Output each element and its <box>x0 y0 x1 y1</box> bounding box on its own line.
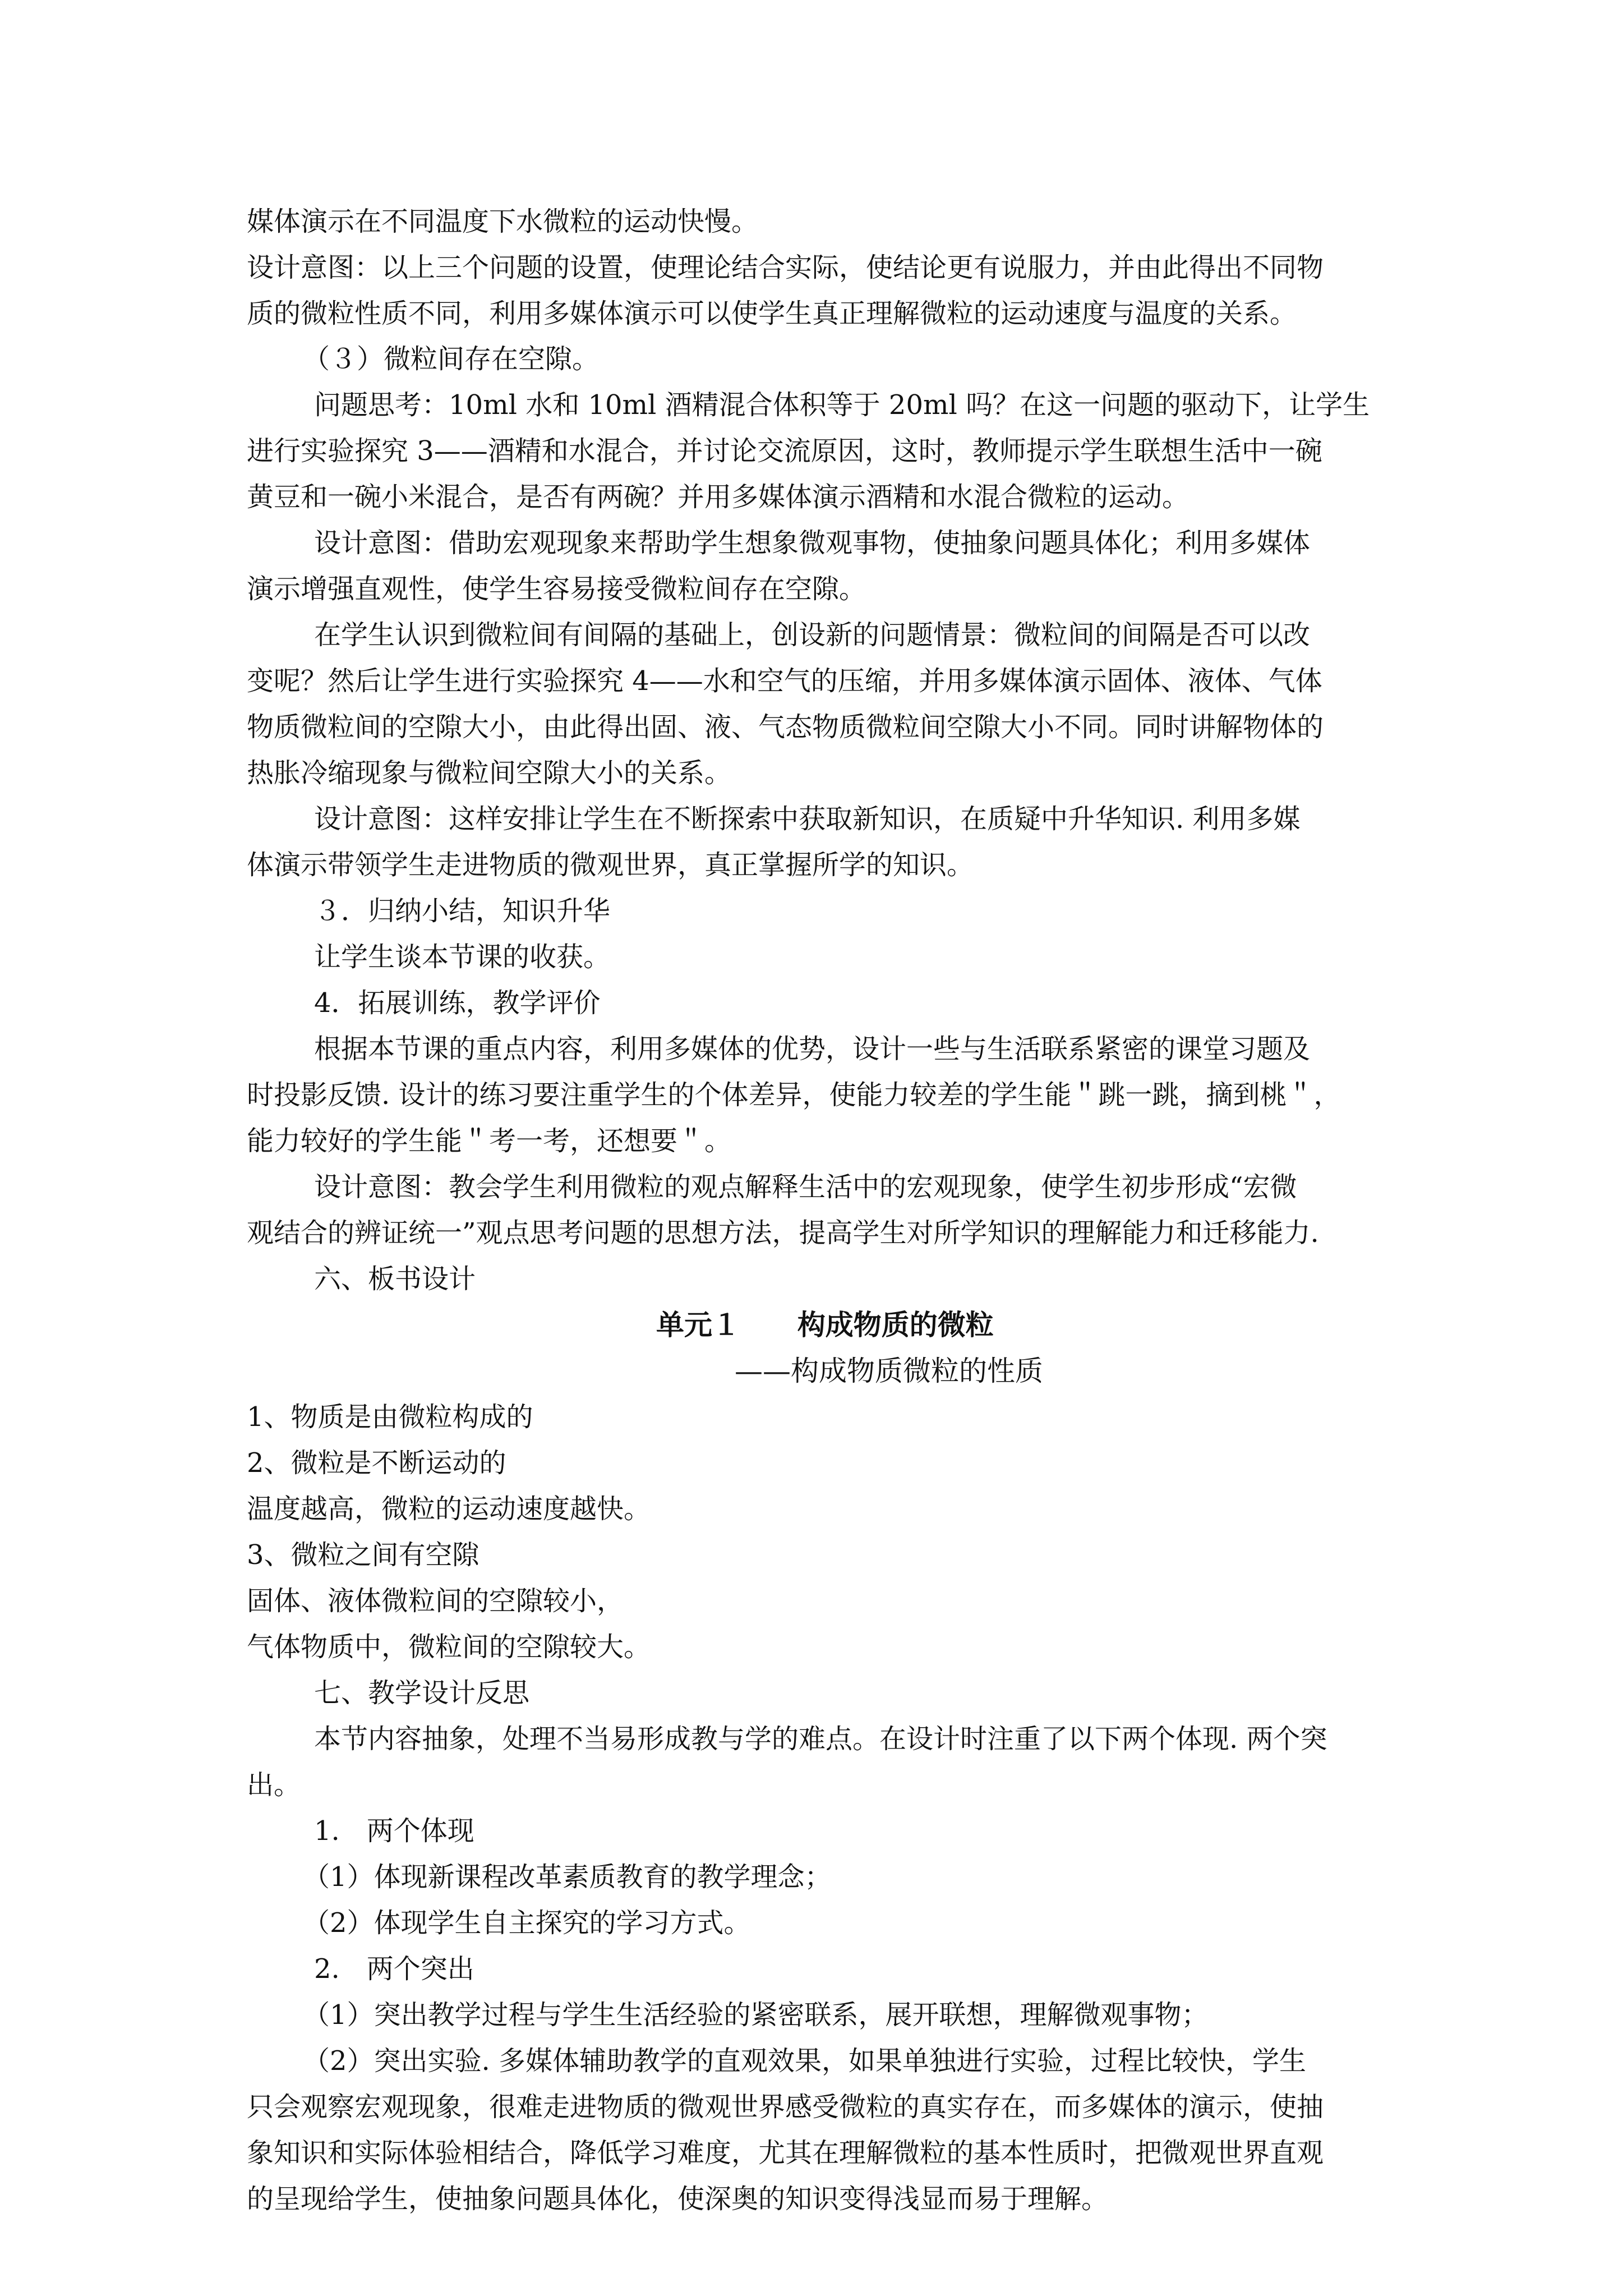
paragraph-line: 根据本节课的重点内容，利用多媒体的优势，设计一些与生活联系紧密的课堂习题及 <box>314 1033 1311 1065</box>
paragraph-line: 热胀冷缩现象与微粒间空隙大小的关系。 <box>247 757 732 789</box>
list-heading: 2. 两个突出 <box>314 1953 474 1985</box>
paragraph-line: 设计意图：借助宏观现象来帮助学生想象微观事物，使抽象问题具体化；利用多媒体 <box>314 527 1311 559</box>
paragraph-line: 进行实验探究 3——酒精和水混合，并讨论交流原因，这时，教师提示学生联想生活中一碗 <box>247 435 1322 467</box>
paragraph-line: 出。 <box>247 1769 301 1801</box>
list-item: （2）体现学生自主探究的学习方式。 <box>303 1907 751 1939</box>
paragraph-line: 观结合的辨证统一”观点思考问题的思想方法，提高学生对所学知识的理解能力和迁移能力. <box>247 1217 1319 1249</box>
paragraph-line: 设计意图：以上三个问题的设置，使理论结合实际，使结论更有说服力，并由此得出不同物 <box>247 252 1324 283</box>
board-title <box>656 1303 994 1347</box>
paragraph-line: 设计意图：这样安排让学生在不断探索中获取新知识，在质疑中升华知识. 利用多媒 <box>314 803 1301 835</box>
paragraph-line: 能力较好的学生能＂考一考，还想要＂。 <box>247 1125 732 1157</box>
section-heading: ３．归纳小结，知识升华 <box>314 895 611 927</box>
paragraph-line: 设计意图：教会学生利用微粒的观点解释生活中的宏观现象，使学生初步形成“宏微 <box>314 1171 1297 1203</box>
paragraph-line: （３）微粒间存在空隙。 <box>303 343 600 375</box>
board-item: 1、物质是由微粒构成的 <box>247 1401 533 1433</box>
paragraph-line: 变呢？然后让学生进行实验探究 4——水和空气的压缩，并用多媒体演示固体、液体、气体 <box>247 665 1322 697</box>
paragraph-line: 只会观察宏观现象，很难走进物质的微观世界感受微粒的真实存在，而多媒体的演示，使抽 <box>247 2091 1324 2123</box>
board-subtitle: ——构成物质微粒的性质 <box>735 1355 1043 1387</box>
board-item: 3、微粒之间有空隙 <box>247 1539 479 1571</box>
paragraph-line: 让学生谈本节课的收获。 <box>314 941 611 973</box>
paragraph-line: 物质微粒间的空隙大小，由此得出固、液、气态物质微粒间空隙大小不同。同时讲解物体的 <box>247 711 1324 743</box>
list-item: （2）突出实验. 多媒体辅助教学的直观效果，如果单独进行实验，过程比较快，学生 <box>303 2045 1307 2077</box>
section-heading: 4．拓展训练，教学评价 <box>314 987 601 1019</box>
board-item: 温度越高，微粒的运动速度越快。 <box>247 1493 651 1525</box>
paragraph-line: 象知识和实际体验相结合，降低学习难度，尤其在理解微粒的基本性质时，把微观世界直观 <box>247 2137 1324 2169</box>
board-item: 2、微粒是不断运动的 <box>247 1447 506 1479</box>
board-item: 气体物质中，微粒间的空隙较大。 <box>247 1631 651 1663</box>
paragraph-line: 黄豆和一碗小米混合，是否有两碗？并用多媒体演示酒精和水混合微粒的运动。 <box>247 481 1189 513</box>
list-heading: 1. 两个体现 <box>314 1815 474 1847</box>
section-heading: 七、教学设计反思 <box>314 1677 530 1709</box>
paragraph-line: 本节内容抽象，处理不当易形成教与学的难点。在设计时注重了以下两个体现. 两个突 <box>314 1723 1327 1755</box>
board-title-unit: 单元１ <box>656 1308 740 1341</box>
board-title-name: 构成物质的微粒 <box>797 1308 994 1341</box>
paragraph-line: 演示增强直观性，使学生容易接受微粒间存在空隙。 <box>247 573 866 605</box>
list-item: （1）突出教学过程与学生生活经验的紧密联系，展开联想，理解微观事物； <box>303 1999 1209 2031</box>
paragraph-line: 在学生认识到微粒间有间隔的基础上，创设新的问题情景：微粒间的间隔是否可以改 <box>314 619 1311 651</box>
board-item: 固体、液体微粒间的空隙较小， <box>247 1585 624 1617</box>
paragraph-line: 体演示带领学生走进物质的微观世界，真正掌握所学的知识。 <box>247 849 974 881</box>
paragraph-line: 质的微粒性质不同，利用多媒体演示可以使学生真正理解微粒的运动速度与温度的关系。 <box>247 298 1297 329</box>
section-heading: 六、板书设计 <box>314 1263 476 1295</box>
list-item: （1）体现新课程改革素质教育的教学理念； <box>303 1861 832 1893</box>
paragraph-line: 时投影反馈. 设计的练习要注重学生的个体差异，使能力较差的学生能＂跳一跳，摘到桃＂， <box>247 1079 1341 1111</box>
paragraph-line: 问题思考：10ml 水和 10ml 酒精混合体积等于 20ml 吗？在这一问题的驱动下，让学生 <box>314 389 1370 421</box>
paragraph-line: 媒体演示在不同温度下水微粒的运动快慢。 <box>247 206 759 237</box>
paragraph-line: 的呈现给学生，使抽象问题具体化，使深奥的知识变得浅显而易于理解。 <box>247 2183 1109 2215</box>
